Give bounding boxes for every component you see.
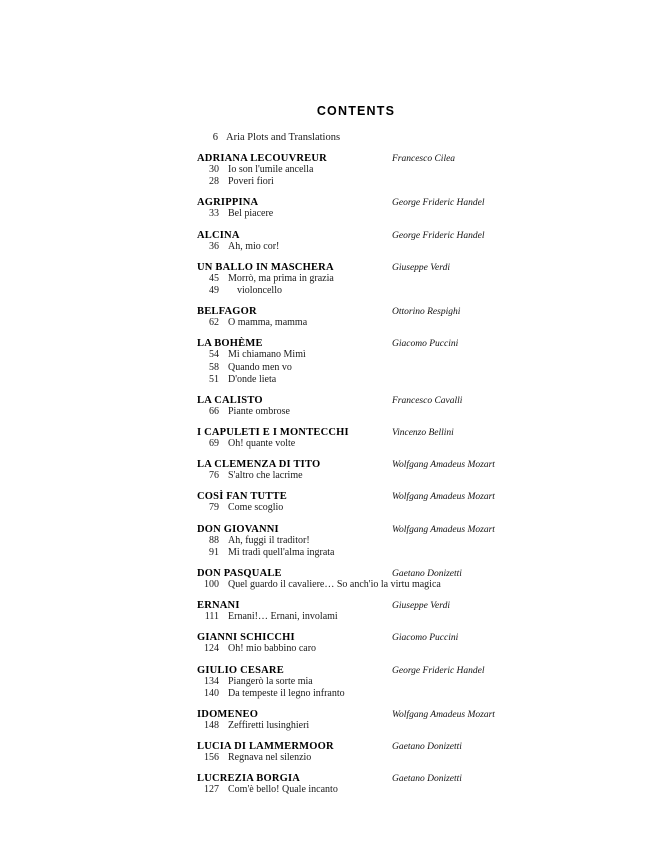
opera-header: [196, 306, 516, 317]
aria-title: Ah, mio cor!: [228, 240, 280, 252]
aria-page-number: 62: [209, 317, 219, 329]
aria-page-number: 148: [204, 719, 219, 731]
opera-entry: [196, 632, 516, 655]
aria-title: S'altro che lacrime: [228, 470, 303, 482]
composer-name: Gaetano Donizetti: [392, 742, 462, 753]
aria-page-number: 58: [209, 361, 219, 373]
aria-row[interactable]: [196, 241, 516, 253]
opera-entry: [196, 709, 516, 732]
aria-title: D'onde lieta: [228, 373, 277, 385]
composer-name: Wolfgang Amadeus Mozart: [392, 524, 495, 535]
composer-name: Vincenzo Bellini: [392, 428, 454, 439]
aria-title: Bel piacere: [228, 208, 274, 220]
aria-row[interactable]: [196, 374, 516, 386]
aria-page-number: 66: [209, 405, 219, 417]
composer-name: Giuseppe Verdi: [392, 601, 450, 612]
aria-title: Mi chiamano Mimì: [228, 349, 306, 361]
opera-header: [196, 197, 516, 208]
opera-entry: [196, 568, 516, 591]
aria-page-number: 134: [204, 675, 219, 687]
aria-page-number: 100: [204, 579, 219, 590]
aria-page-number: 54: [209, 349, 219, 361]
aria-row[interactable]: [196, 720, 516, 732]
aria-title: Da tempeste il legno infranto: [228, 687, 345, 699]
aria-title: Oh! quante volte: [228, 438, 296, 450]
opera-header: [196, 230, 516, 241]
aria-page-number: 79: [209, 502, 219, 514]
aria-title: Zeffiretti lusinghieri: [228, 719, 310, 731]
aria-title: Morrò, ma prima in grazia: [228, 272, 334, 284]
opera-entry: [196, 153, 516, 188]
opera-title: LUCIA DI LAMMERMOOR: [197, 741, 334, 753]
opera-title: LA CALISTO: [197, 394, 263, 406]
opera-header: [196, 262, 516, 273]
opera-title: LA BOHÈME: [197, 338, 263, 350]
composer-name: Giacomo Puccini: [392, 633, 459, 644]
aria-row[interactable]: [196, 317, 516, 329]
opera-header: [196, 568, 516, 579]
opera-header: [196, 427, 516, 438]
aria-title: Oh! mio babbino caro: [228, 643, 317, 655]
entries-list: [196, 153, 516, 797]
opera-title: LA CLEMENZA DI TITO: [197, 459, 321, 471]
aria-page-number: 140: [204, 687, 219, 699]
page-title: CONTENTS: [316, 104, 396, 118]
opera-header: [196, 153, 516, 164]
composer-name: Giuseppe Verdi: [392, 262, 450, 273]
opera-title: LUCREZIA BORGIA: [197, 773, 301, 785]
opera-header: [196, 395, 516, 406]
opera-entry: [196, 230, 516, 253]
aria-row[interactable]: [196, 285, 516, 297]
aria-title: O mamma, mamma: [228, 317, 308, 329]
aria-page-number: 36: [209, 240, 219, 252]
opera-entry: [196, 338, 516, 386]
opera-header: [196, 741, 516, 752]
opera-title: ADRIANA LECOUVREUR: [197, 153, 327, 164]
aria-title: Piante ombrose: [228, 405, 290, 417]
composer-name: Francesco Cavalli: [392, 395, 463, 406]
opera-header: [196, 773, 516, 784]
opera-entry: [196, 306, 516, 329]
aria-row[interactable]: [196, 676, 516, 688]
composer-name: Ottorino Respighi: [392, 307, 461, 318]
opera-entry: [196, 600, 516, 623]
aria-title: Quel guardo il cavaliere… So anch'io la virtu magica: [228, 579, 441, 590]
opera-entry: [196, 491, 516, 514]
opera-entry: [196, 524, 516, 559]
intro-entry: [196, 132, 516, 143]
aria-title: Mi tradì quell'alma ingrata: [228, 546, 335, 558]
composer-name: Wolfgang Amadeus Mozart: [392, 709, 495, 720]
aria-title: Come scoglio: [228, 502, 284, 514]
opera-title: AGRIPPINA: [197, 197, 259, 209]
aria-title: Ah, fuggi il traditor!: [228, 534, 310, 546]
aria-row[interactable]: [196, 362, 516, 374]
aria-page-number: 45: [209, 272, 219, 284]
aria-page-number: 51: [209, 373, 219, 385]
opera-entry: [196, 197, 516, 220]
aria-title: Ernani!… Ernani, involami: [228, 611, 338, 623]
aria-page-number: 91: [209, 546, 219, 558]
aria-row[interactable]: [196, 470, 516, 482]
aria-page-number: 49: [209, 284, 219, 296]
aria-page-number: 76: [209, 470, 219, 482]
opera-entry: [196, 427, 516, 450]
aria-row[interactable]: [196, 502, 516, 514]
intro-label: Aria Plots and Translations: [226, 132, 341, 143]
opera-header: [196, 459, 516, 470]
aria-title: Com'è bello! Quale incanto: [228, 784, 338, 796]
opera-entry: [196, 741, 516, 764]
opera-header: [196, 338, 516, 349]
aria-row[interactable]: [196, 579, 516, 591]
aria-row[interactable]: [196, 643, 516, 655]
aria-row[interactable]: [196, 406, 516, 418]
opera-entry: [196, 459, 516, 482]
aria-page-number: 28: [209, 176, 219, 188]
aria-row[interactable]: [196, 688, 516, 700]
aria-row[interactable]: [196, 611, 516, 623]
opera-entry: [196, 262, 516, 297]
aria-row[interactable]: [196, 208, 516, 220]
aria-row[interactable]: [196, 164, 516, 176]
opera-title: I CAPULETI E I MONTECCHI: [197, 427, 349, 439]
aria-page-number: 88: [209, 534, 219, 546]
opera-header: [196, 709, 516, 720]
aria-row[interactable]: [196, 547, 516, 559]
aria-page-number: 124: [204, 643, 219, 655]
opera-title: DON PASQUALE: [197, 568, 282, 579]
opera-title: COSÌ FAN TUTTE: [197, 491, 287, 503]
intro-page-number: 6: [212, 132, 218, 143]
aria-title: Poveri fiori: [228, 176, 274, 188]
opera-title: GIULIO CESARE: [197, 664, 284, 676]
aria-title: Io son l'umile ancella: [228, 164, 314, 175]
contents-section: [196, 104, 516, 806]
opera-title: BELFAGOR: [197, 306, 257, 318]
opera-title: IDOMENEO: [197, 708, 259, 720]
aria-page-number: 156: [204, 752, 219, 764]
composer-name: George Frideric Handel: [392, 665, 485, 676]
opera-entry: [196, 395, 516, 418]
opera-header: [196, 632, 516, 643]
composer-name: Francesco Cilea: [392, 154, 456, 164]
aria-title: Regnava nel silenzio: [228, 752, 312, 764]
opera-title: UN BALLO IN MASCHERA: [197, 261, 334, 273]
aria-row[interactable]: [196, 176, 516, 188]
composer-name: Gaetano Donizetti: [392, 569, 462, 579]
opera-title: ALCINA: [197, 229, 240, 241]
opera-entry: [196, 665, 516, 700]
aria-row[interactable]: [196, 535, 516, 547]
aria-page-number: 30: [209, 164, 219, 175]
opera-title: DON GIOVANNI: [197, 523, 279, 535]
aria-row[interactable]: [196, 273, 516, 285]
aria-page-number: 33: [209, 208, 219, 220]
aria-page-number: 69: [209, 438, 219, 450]
composer-name: Wolfgang Amadeus Mozart: [392, 492, 495, 503]
composer-name: Wolfgang Amadeus Mozart: [392, 460, 495, 471]
opera-entry: [196, 773, 516, 796]
aria-row[interactable]: [196, 784, 516, 796]
opera-header: [196, 524, 516, 535]
aria-row[interactable]: [196, 752, 516, 764]
aria-page-number: 127: [204, 784, 219, 796]
aria-title: Piangerò la sorte mia: [228, 675, 313, 687]
aria-page-number: 111: [204, 611, 219, 623]
aria-title: Quando men vo: [228, 361, 292, 373]
aria-row[interactable]: [196, 438, 516, 450]
composer-name: George Frideric Handel: [392, 230, 485, 241]
aria-title: violoncello: [237, 284, 282, 296]
opera-header: [196, 491, 516, 502]
composer-name: Gaetano Donizetti: [392, 774, 462, 785]
opera-header: [196, 665, 516, 676]
opera-title: GIANNI SCHICCHI: [197, 632, 295, 644]
composer-name: Giacomo Puccini: [392, 339, 459, 350]
aria-row[interactable]: [196, 349, 516, 361]
opera-title: ERNANI: [197, 600, 240, 612]
opera-header: [196, 600, 516, 611]
composer-name: George Frideric Handel: [392, 198, 485, 209]
